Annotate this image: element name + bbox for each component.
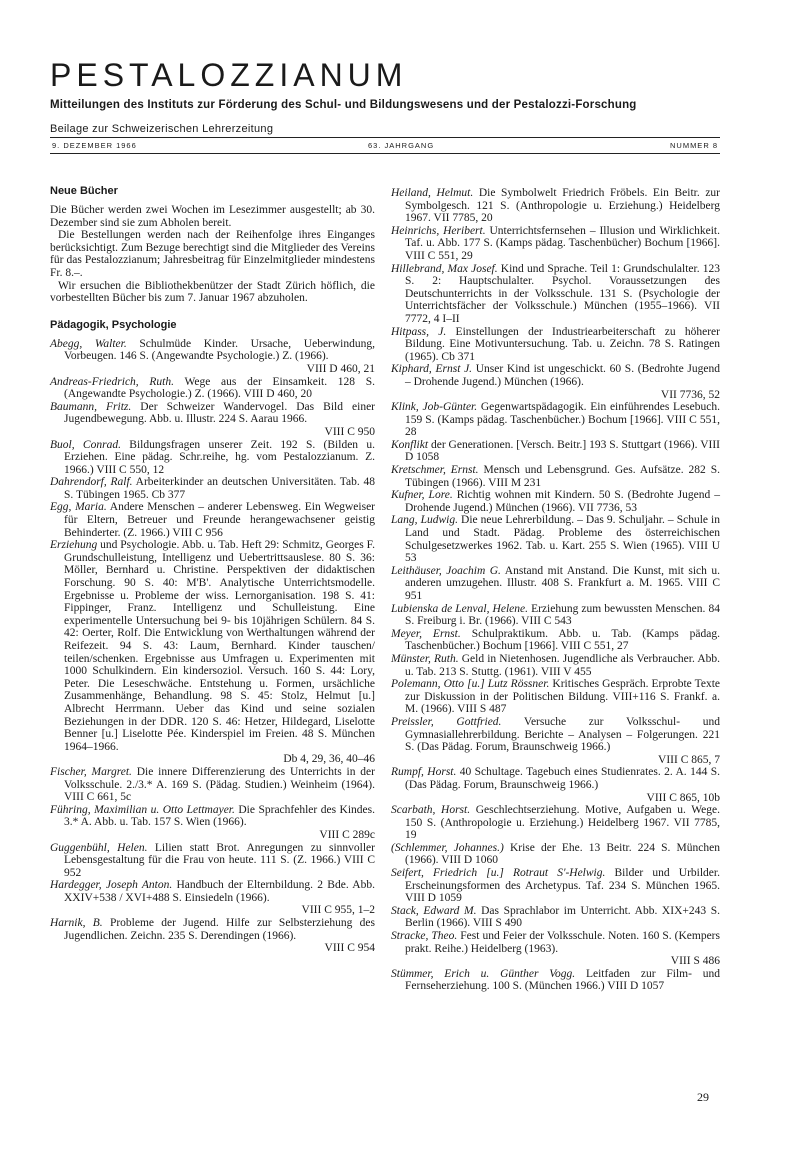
entry-text: Leitfaden zur Film- und Fernseherziehung. 100 S. (München 1966.) VIII D 1057 [405, 967, 720, 993]
entry-author: Hitpass, J. [391, 325, 447, 338]
intro-text [50, 204, 375, 305]
entry-text: Die neue Lehrerbildung. – Das 9. Schuljahr. – Schule in Land und Stadt. Pädag. Probleme des österreichischen Schulgesetzwerkes 1962. Tab. u. Kart. 255 S. Wien (1965). VIII U 53 [405, 514, 720, 565]
bibliography-entry [50, 338, 375, 376]
entry-list-right [391, 187, 720, 993]
entry-author: Heiland, Helmut. [391, 187, 474, 199]
entry-shelfmark: VIII C 289c [319, 828, 375, 841]
bibliography-entry [391, 968, 720, 993]
bibliography-entry [391, 363, 720, 401]
bibliography-entry [50, 842, 375, 880]
page-number: 29 [697, 1090, 709, 1104]
entry-shelfmark: VIII C 950 [324, 425, 375, 438]
entry-author: Kufner, Lore. [391, 489, 453, 502]
bibliography-entry [50, 376, 375, 401]
bibliography-entry [391, 766, 720, 804]
entry-text: Lilien statt Brot. Anregungen zu sinnvoller Lebensgestaltung für die Frau von heute. 111 S. (Z. 1966.) VIII C 952 [64, 841, 375, 879]
entry-shelfmark: VIII C 865, 10b [646, 791, 720, 804]
entry-author: Hardegger, Joseph Anton. [50, 879, 173, 892]
entry-author: Lang, Ludwig. [391, 514, 458, 527]
bibliography-entry [391, 439, 720, 464]
entry-shelfmark: VIII C 865, 7 [658, 753, 720, 766]
entry-text: Anstand mit Anstand. Die Kunst, mit sich u. anderen umzugehen. Illustr. 408 S. Frankfurt a. M. 1965. VIII C 951 [405, 564, 720, 602]
entry-text: Probleme der Jugend. Hilfe zur Selbsterziehung des Jugendlichen. Zeichn. 235 S. Derendingen (1966). [64, 917, 376, 942]
section-heading-neue-buecher: Neue Bücher [50, 185, 118, 197]
right-column [391, 187, 720, 993]
entry-author: Rumpf, Horst. [391, 766, 457, 779]
entry-author: Harnik, B. [50, 917, 103, 930]
page-title: PESTALOZZIANUM [50, 57, 408, 93]
entry-author: Buol, Conrad. [50, 438, 121, 451]
entry-text: Kind und Sprache. Teil 1: Grundschulalter. 123 S. 2: Hauptschulalter. Psychol. Voraussetzungen des Deutschunterrichts in der Volksschule. 131 S. (Psychologie der Unterrichtsfächer der Volksschule.) München (1955–1966). VII 7772, 4 I–II [405, 262, 720, 325]
entry-author: Stracke, Theo. [391, 930, 458, 943]
entry-text: Die Sprachfehler des Kindes. 3.* A. Abb. u. Tab. 157 S. Wien (1966). [64, 803, 375, 829]
bibliography-entry [50, 917, 375, 955]
entry-author: Abegg, Walter. [50, 337, 127, 350]
bibliography-entry [391, 187, 720, 225]
entry-text: Einstellungen der Industriearbeiterschaft zu höherer Bildung. Eine Motivuntersuchung. Tab. u. Zeichn. 78 S. Ratingen (1965). Cb 371 [405, 325, 720, 363]
entry-author: Baumann, Fritz. [50, 400, 132, 413]
entry-text: Kritisches Gespräch. Erprobte Texte zur Diskussion in der Politischen Bildung. VIII+116 S. Frankf. a. M. (1966). VIII S 487 [405, 678, 721, 716]
entry-author: Scarbath, Horst. [391, 804, 471, 817]
entry-author: Kretschmer, Ernst. [391, 464, 479, 477]
section-heading-paedagogik: Pädagogik, Psychologie [50, 318, 177, 331]
entry-author: (Schlemmer, Johannes.) [391, 841, 504, 854]
entry-author: Erziehung [50, 539, 98, 552]
entry-text: Geschlechtserziehung. Motive, Aufgaben u. Wege. 150 S. (Anthropologie u. Erziehung.) Heidelberg 1967. VII 7785, 19 [405, 804, 720, 842]
entry-author: Fischer, Margret. [50, 765, 132, 778]
bibliography-entry [391, 326, 720, 364]
bibliography-entry [50, 401, 375, 439]
entry-text: Krise der Ehe. 13 Beitr. 224 S. München (1966). VIII D 1060 [405, 841, 720, 867]
entry-text: Versuche zur Volksschul- und Gymnasiallehrerbildung. Berichte – Analysen – Folgerungen. 221 S. (Das Pädag. Forum, Braunschweig 1966.) [405, 715, 720, 754]
entry-author: Klink, Job-Günter. [391, 401, 478, 414]
entry-text: Wege aus der Einsamkeit. 128 S. (Angewandte Psychologie.) Z. (1966). VIII D 460, 20 [64, 375, 375, 401]
entry-author: Egg, Maria. [50, 501, 107, 514]
bibliography-entry [391, 678, 720, 716]
entry-author: Stümmer, Erich u. Günther Vogg. [391, 967, 576, 980]
bibliography-entry [391, 603, 720, 628]
entry-author: Kiphard, Ernst J. [391, 363, 473, 376]
entry-text: Mensch und Lebensgrund. Ges. Aufsätze. 282 S. Tübingen (1966). VIII M 231 [405, 464, 720, 489]
entry-shelfmark: VIII C 954 [324, 942, 375, 955]
bibliography-entry [50, 501, 375, 539]
entry-text: Schulpraktikum. Abb. u. Tab. (Kamps pädag. Taschenbücher.) Bochum [1966]. VIII C 551, 27 [405, 627, 721, 653]
entry-text: Bildungsfragen unserer Zeit. 192 S. (Bilden u. Erziehen. Eine pädag. Schr.reihe, hg. vom Pestalozzianum. Z. 1966.) VIII C 550, 12 [64, 438, 376, 476]
bibliography-entry [391, 263, 720, 326]
entry-text: der Generationen. [Versch. Beitr.] 193 S. Stuttgart (1966). VIII D 1058 [405, 438, 720, 464]
entry-shelfmark: VIII D 460, 21 [306, 362, 375, 375]
bibliography-entry [391, 716, 720, 766]
bibliography-entry [391, 842, 720, 867]
bibliography-entry [391, 930, 720, 968]
bibliography-entry [50, 804, 375, 842]
entry-author: Leithäuser, Joachim G. [391, 564, 501, 577]
intro-paragraph: Die Bestellungen werden nach der Reihenfolge ihres Einganges berücksichtigt. Zum Bezuge berechtigt sind die Mitglieder des Vereins für das Pestalozzianum; Jahresbeitrag für Einzelmitglieder mindestens Fr. 8.–. [50, 229, 375, 279]
entry-shelfmark: VIII S 486 [670, 955, 720, 968]
bibliography-entry [391, 628, 720, 653]
entry-author: Dahrendorf, Ralf. [50, 476, 133, 489]
bibliography-entry [391, 565, 720, 603]
entry-shelfmark: VII 7736, 52 [660, 388, 720, 401]
entry-author: Andreas-Friedrich, Ruth. [50, 375, 174, 388]
entry-text: Erziehung zum bewussten Menschen. 84 S. Freiburg i. Br. (1966). VIII C 543 [405, 602, 720, 628]
issue-number: NUMMER 8 [669, 141, 718, 150]
entry-author: Seifert, Friedrich [u.] Rotraut S'-Helwig. [391, 867, 606, 880]
bibliography-entry [391, 464, 720, 489]
entry-author: Führing, Maximilian u. Otto Lettmayer. [50, 803, 235, 816]
bibliography-entry [50, 476, 375, 501]
entry-shelfmark: Db 4, 29, 36, 40–46 [283, 753, 375, 766]
entry-text: Bilder und Urbilder. Erscheinungsformen des Archetypus. Taf. 234 S. München 1965. VIII D 1059 [405, 867, 720, 905]
entry-text: Andere Menschen – anderer Lebensweg. Ein Wegweiser für Eltern, Betreuer und Freunde herangewachsener geistig Behinderter. (Z. 1966.) VIII C 956 [64, 501, 376, 539]
entry-text: Schulmüde Kinder. Ursache, Ueberwindung, Vorbeugen. 146 S. (Angewandte Psychologie.) Z. (1966). [64, 337, 375, 363]
entry-author: Münster, Ruth. [391, 652, 459, 665]
intro-paragraph: Die Bücher werden zwei Wochen im Lesezimmer ausgestellt; ab 30. Dezember sind sie zum Abholen bereit. [50, 204, 375, 229]
entry-author: Lubienska de Lenval, Helene. [391, 602, 528, 615]
issue-volume: 63. JAHRGANG [368, 141, 435, 150]
entry-author: Heinrichs, Heribert. [391, 224, 486, 237]
masthead [50, 58, 720, 136]
entry-text: Die Symbolwelt Friedrich Fröbels. Ein Beitr. zur Symbolgesch. 121 S. (Anthropologie u. Erziehung.) Heidelberg 1967. VII 7785, 20 [405, 187, 720, 225]
bibliography-entry [50, 539, 375, 766]
entry-author: Hillebrand, Max Josef. [391, 262, 498, 275]
entry-list-left [50, 338, 375, 955]
entry-text: Fest und Feier der Volksschule. Noten. 160 S. (Kempers prakt. Reihe.) Heidelberg (1963). [405, 930, 720, 955]
bibliography-entry [391, 514, 720, 564]
bibliography-entry [391, 804, 720, 842]
masthead-subtitle: Mitteilungen des Instituts zur Förderung des Schul- und Bildungswesens und der Pestalozzi-Forschung [50, 99, 637, 111]
masthead-supplement: Beilage zur Schweizerischen Lehrerzeitung [50, 123, 274, 135]
entry-text: Unterrichtsfernsehen – Illusion und Wirklichkeit. Taf. u. Abb. 177 S. (Kamps pädag. Taschenbücher) Bochum [1966]. VIII C 551, 29 [405, 224, 720, 262]
entry-text: Die innere Differenzierung des Unterrichts in der Volksschule. 2./3.* A. 169 S. (Pädag. Studien.) Weinheim (1964). VIII C 661, 5c [64, 765, 375, 804]
bibliography-entry [50, 879, 375, 917]
entry-text: Der Schweizer Wandervogel. Das Bild einer Jugendbewegung. Abb. u. Illustr. 224 S. Aarau 1966. [64, 400, 376, 426]
entry-text: Gegenwartspädagogik. Ein einführendes Lesebuch. 159 S. (Kamps pädag. Taschenbücher.) Bochum [1966]. VIII C 551, 28 [405, 401, 720, 439]
bibliography-entry [391, 225, 720, 263]
entry-author: Preissler, Gottfried. [391, 715, 502, 728]
entry-author: Stack, Edward M. [391, 904, 477, 917]
entry-text: Handbuch der Elternbildung. 2 Bde. Abb. XXIV+538 / XVI+488 S. Einsiedeln (1966). [64, 879, 375, 904]
issue-date: 9. DEZEMBER 1966 [52, 141, 137, 150]
entry-text: Richtig wohnen mit Kindern. 50 S. (Bedrohte Jugend – Drohende Jugend.) München (1966). VII 7736, 53 [405, 489, 720, 514]
bibliography-entry [50, 439, 375, 477]
entry-text: Unser Kind ist ungeschickt. 60 S. (Bedrohte Jugend – Drohende Jugend.) München (1966). [405, 363, 720, 388]
bibliography-entry [391, 401, 720, 439]
bibliography-entry [391, 867, 720, 905]
entry-author: Meyer, Ernst. [391, 627, 461, 640]
entry-author: Konflikt [391, 438, 429, 451]
left-column [50, 185, 375, 955]
entry-text: und Psychologie. Abb. u. Tab. Heft 29: Schmitz, Georges F. Grundschulleistung, Intelligenz und Uebertrittsauslese. 80 S. 36: Möller, Bernhard u. Christine. Perspektiven der didaktischen Forschung. 90 S. 40: M'B'. Analytische Unterrichtsmodelle. Ergebnisse u. Probleme der wiss. Lernorganisation. 198 S. 41: Fippinger, Franz. Intelligenz und Schulleistung. Eine experimentelle Untersuchung bei 9- bis 10jährigen Schülern. 84 S. 42: Oerter, Rolf. Die Entwicklung von Werthaltungen während der Reifezeit. 94 S. 43: Laum, Bernhard. Kinder tauschen/ teilen/schenken. Ergebnisse aus Umfragen u. Experimenten mit 1000 Schulkindern. Ein kindersoziol. Versuch. 160 S. 44: Lory, Peter. Die Leseschwäche. Entstehung u. Formen, ursächliche Zusammenhänge, Behandlung. 98 S. 45: Stolz, Helmut [u.] Albrecht Herrmann. Ueber das Kind und seine sozialen Beziehungen in der DDR. 120 S. 46: Hetzer, Hildegard, Liselotte Benner [u.] Liselotte Pée. Kinderspiel im Freien. 48 S. München 1964–1966. [64, 539, 375, 753]
entry-text: Geld in Nietenhosen. Jugendliche als Verbraucher. Abb. u. Tab. 213 S. Stuttg. (1961). VIII V 455 [405, 652, 721, 678]
entry-author: Polemann, Otto [u.] Lutz Rössner. [391, 678, 550, 691]
entry-shelfmark: VIII C 955, 1–2 [301, 904, 375, 917]
intro-paragraph: Wir ersuchen die Bibliothekbenützer der Stadt Zürich höflich, die vorbestellten Bücher bis zum 7. Januar 1967 abzuholen. [50, 279, 375, 305]
bibliography-entry [391, 489, 720, 514]
bibliography-entry [391, 905, 720, 930]
entry-text: Das Sprachlabor im Unterricht. Abb. XIX+243 S. Berlin (1966). VIII S 490 [405, 904, 720, 930]
entry-text: Arbeiterkinder an deutschen Universitäten. Tab. 48 S. Tübingen 1965. Cb 377 [64, 476, 375, 501]
issue-bar [50, 137, 720, 154]
bibliography-entry [391, 653, 720, 678]
entry-text: 40 Schultage. Tagebuch eines Studienrates. 2. A. 144 S. (Das Pädag. Forum, Braunschweig 1966.) [405, 766, 720, 791]
bibliography-entry [50, 766, 375, 804]
entry-author: Guggenbühl, Helen. [50, 841, 148, 854]
